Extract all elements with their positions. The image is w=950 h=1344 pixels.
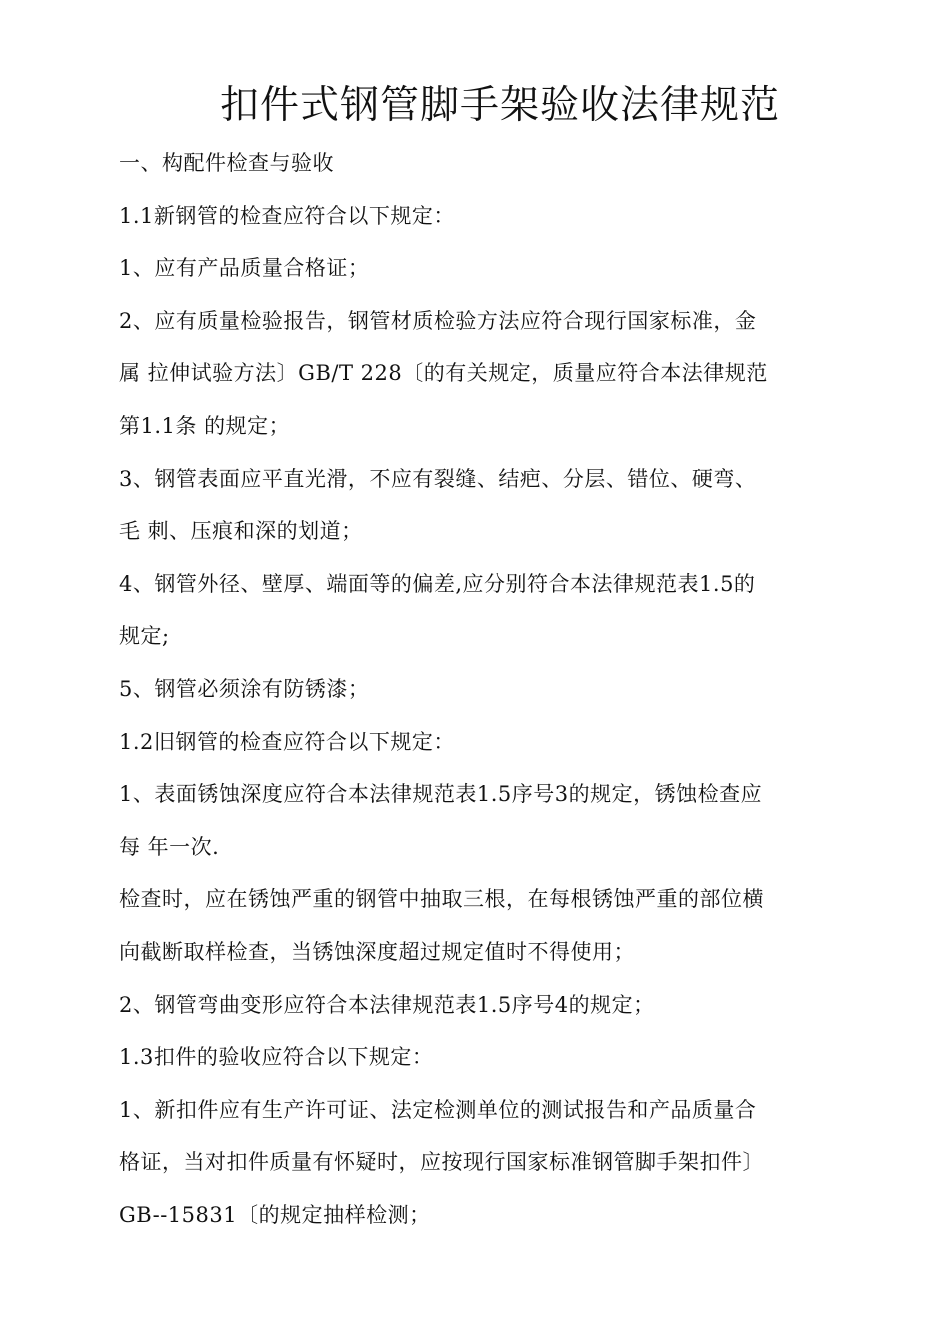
paragraph-line: 5、钢管必须涂有防锈漆； [119,676,370,701]
paragraph-line: 向截断取样检查，当锈蚀深度超过规定值时不得使用； [119,939,635,964]
paragraph-line: 1、表面锈蚀深度应符合本法律规范表1.5序号3的规定，锈蚀检查应 [119,782,763,807]
paragraph-line: 属 拉伸试验方法〕GB/T 228〔的有关规定，质量应符合本法律规范 [119,361,768,386]
paragraph-line: 3、钢管表面应平直光滑，不应有裂缝、结疤、分层、错位、硬弯、 [119,466,757,491]
paragraph-line: 规定; [119,624,170,649]
paragraph-line: GB--15831〔的规定抽样检测； [119,1202,431,1227]
paragraph-line: 2、应有质量检验报告，钢管材质检验方法应符合现行国家标准，金 [119,308,757,333]
document-body [119,137,839,1241]
paragraph-line: 检查时，应在锈蚀严重的钢管中抽取三根，在每根锈蚀严重的部位横 [119,887,764,912]
paragraph-line: 4、钢管外径、壁厚、端面等的偏差,应分别符合本法律规范表1.5的 [119,571,756,596]
paragraph-line: 每 年一次. [119,834,220,859]
section-heading: 一、构配件检查与验收 [119,151,334,175]
paragraph-line: 1、应有产品质量合格证； [119,256,370,281]
paragraph-line: 第1.1条 的规定； [119,413,291,438]
paragraph-line: 2、钢管弯曲变形应符合本法律规范表1.5序号4的规定； [119,992,655,1017]
paragraph-line: 格证，当对扣件质量有怀疑时，应按现行国家标准钢管脚手架扣件〕 [119,1150,764,1175]
paragraph-line: 1、新扣件应有生产许可证、法定检测单位的测试报告和产品质量合 [119,1097,757,1122]
subsection-heading: 1.1新钢管的检查应符合以下规定： [119,203,455,228]
paragraph-line: 毛 刺、压痕和深的划道； [119,519,363,544]
document-title: 扣件式钢管脚手架验收法律规范 [219,83,780,128]
subsection-heading: 1.2旧钢管的检查应符合以下规定： [119,729,455,754]
subsection-heading: 1.3扣件的验收应符合以下规定： [119,1045,434,1070]
